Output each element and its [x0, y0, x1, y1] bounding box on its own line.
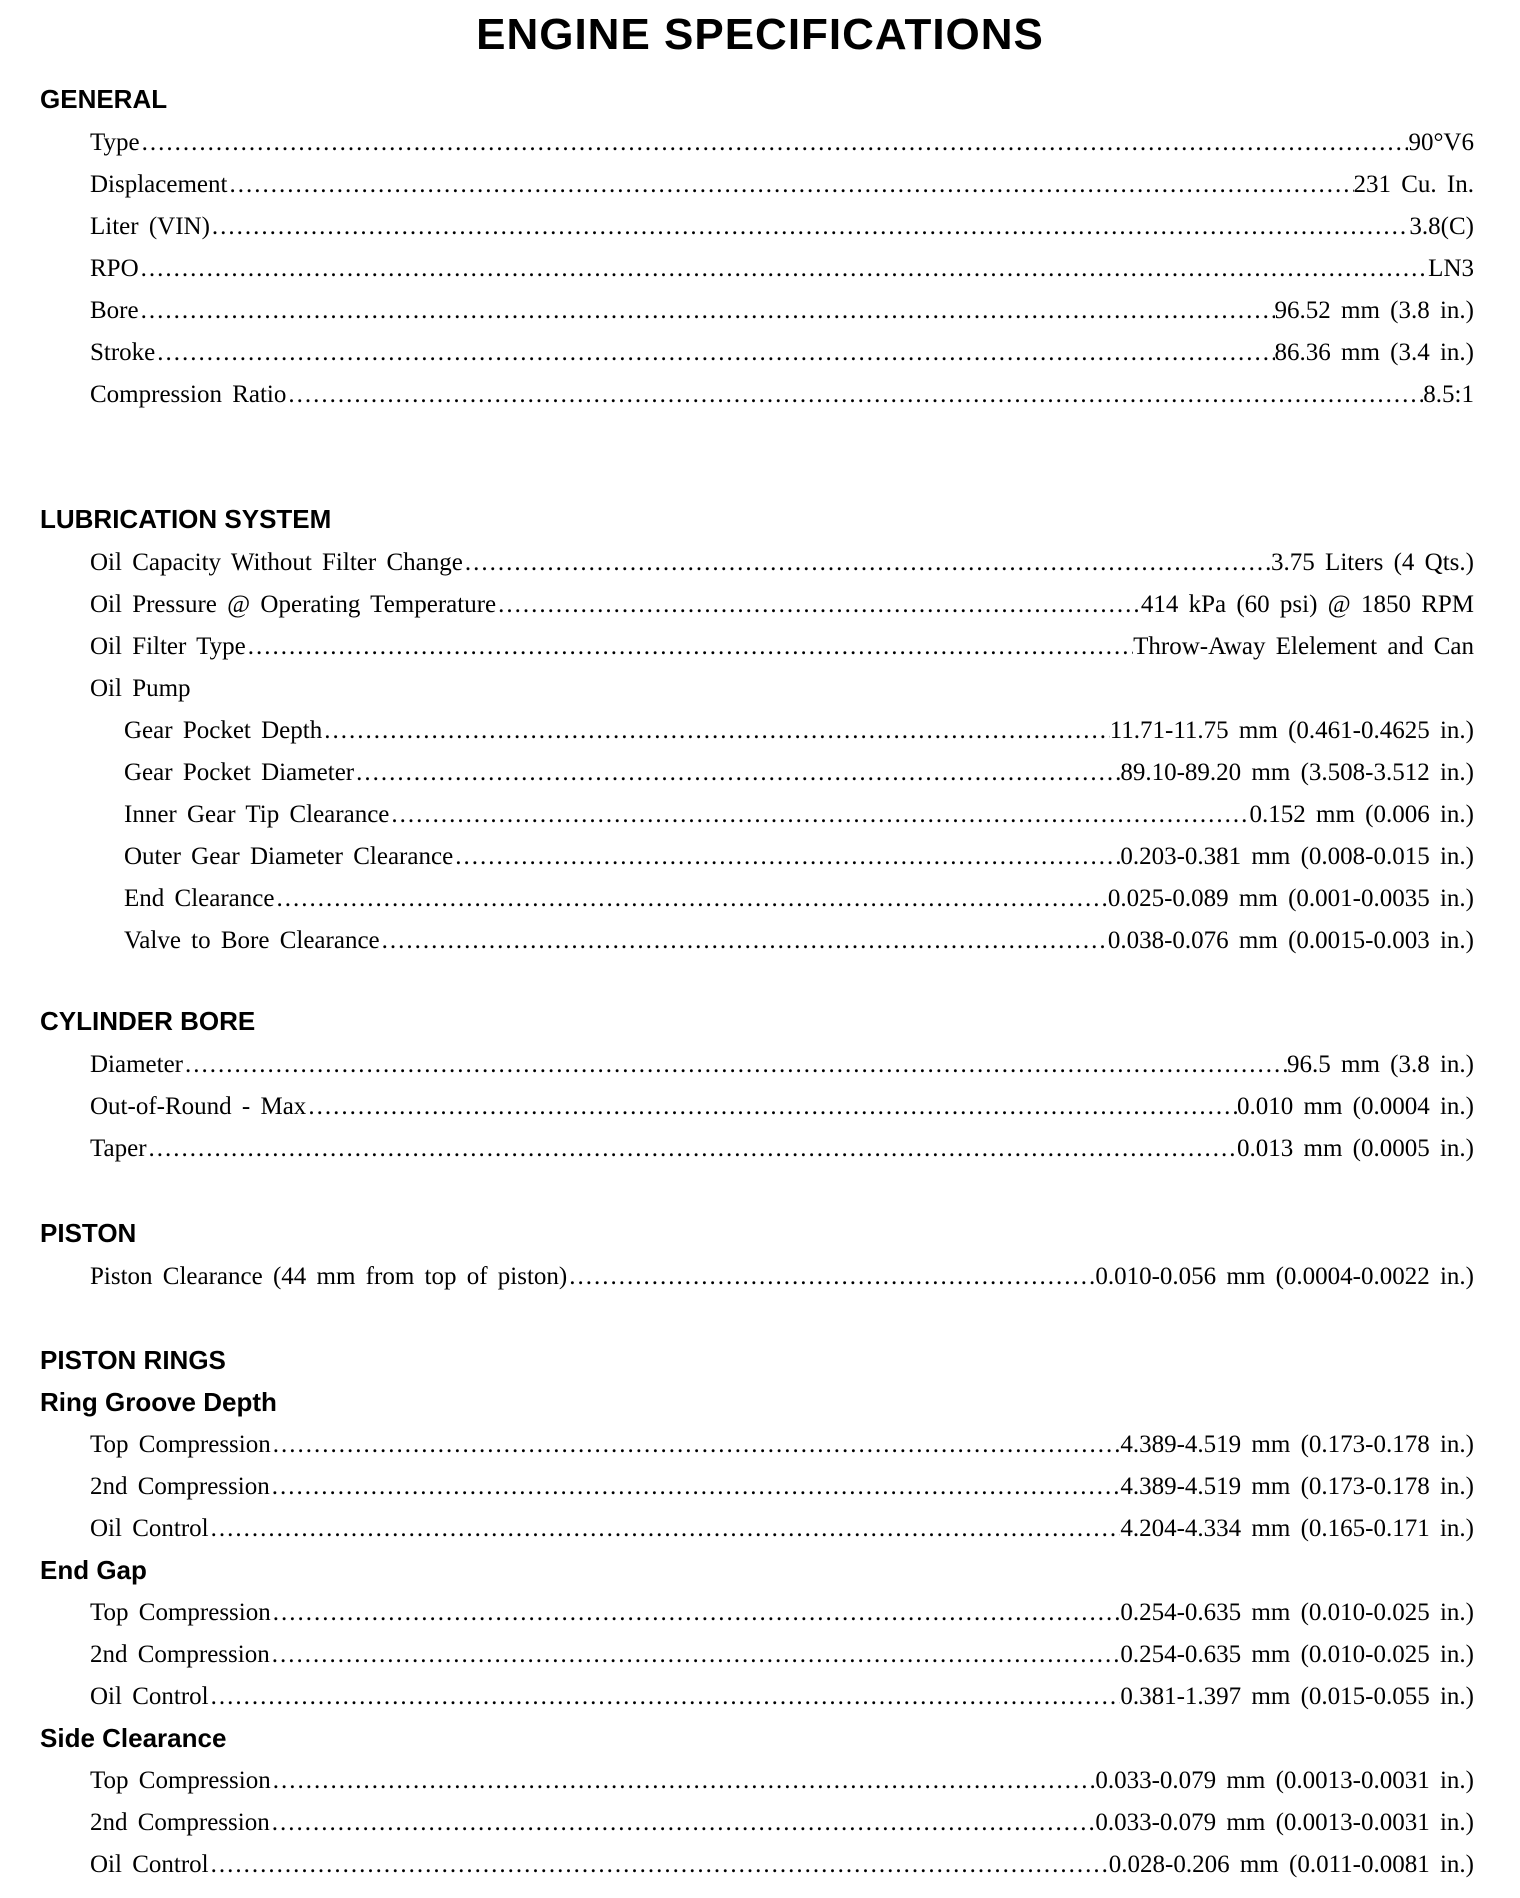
dot-leader [209, 1682, 1121, 1712]
spec-value: 0.013 mm (0.0005 in.) [1237, 1135, 1474, 1162]
spec-value: 86.36 mm (3.4 in.) [1274, 339, 1474, 366]
spec-label: Oil Control [90, 1683, 209, 1710]
spec-label: Outer Gear Diameter Clearance [124, 843, 454, 870]
subheading-side-clearance: Side Clearance [40, 1723, 227, 1753]
spec-row-side-oil-control [90, 1850, 1474, 1880]
dot-leader [139, 254, 1429, 284]
dot-leader [209, 1850, 1109, 1880]
spec-row-groove-top-compression [90, 1430, 1474, 1460]
spec-row-gap-top-compression [90, 1598, 1474, 1628]
spec-label: 2nd Compression [90, 1809, 270, 1836]
dot-leader [140, 128, 1409, 158]
dot-leader [270, 1472, 1121, 1502]
subheading-end-gap: End Gap [40, 1555, 147, 1585]
spec-label: 2nd Compression [90, 1473, 270, 1500]
spec-row-gap-2nd-compression [90, 1640, 1474, 1670]
spec-label: Out-of-Round - Max [90, 1093, 307, 1120]
spec-row-end-clearance [124, 884, 1474, 914]
spec-label: End Clearance [124, 885, 275, 912]
spec-row-type [90, 128, 1474, 158]
spec-value: 0.038-0.076 mm (0.0015-0.003 in.) [1107, 927, 1474, 954]
dot-leader [271, 1430, 1121, 1460]
dot-leader [270, 1808, 1096, 1838]
spec-value: 231 Cu. In. [1353, 171, 1474, 198]
dot-leader [380, 926, 1108, 956]
spec-row-compression-ratio [90, 380, 1474, 410]
spec-value: 0.033-0.079 mm (0.0013-0.0031 in.) [1095, 1809, 1474, 1836]
spec-row-oil-capacity [90, 548, 1474, 578]
spec-row-gear-pocket-diameter [124, 758, 1474, 788]
spec-value: 4.389-4.519 mm (0.173-0.178 in.) [1120, 1473, 1474, 1500]
dot-leader [286, 380, 1423, 410]
dot-leader [354, 758, 1120, 788]
dot-leader [139, 296, 1275, 326]
section-heading-general: GENERAL [40, 84, 168, 114]
spec-row-side-2nd-compression [90, 1808, 1474, 1838]
spec-row-rpo [90, 254, 1474, 284]
spec-label: Compression Ratio [90, 381, 287, 408]
spec-label: Top Compression [90, 1431, 271, 1458]
dot-leader [496, 590, 1141, 620]
spec-value: 0.010-0.056 mm (0.0004-0.0022 in.) [1095, 1263, 1474, 1290]
spec-label: Top Compression [90, 1599, 271, 1626]
dot-leader [271, 1598, 1121, 1628]
dot-leader [453, 842, 1120, 872]
dot-leader [322, 716, 1109, 746]
spec-row-inner-gear-tip [124, 800, 1474, 830]
spec-label: Diameter [90, 1051, 184, 1078]
section-heading-piston: PISTON [40, 1218, 137, 1248]
spec-label: Inner Gear Tip Clearance [124, 801, 390, 828]
spec-label: Oil Capacity Without Filter Change [90, 549, 463, 576]
spec-value: LN3 [1428, 255, 1474, 282]
spec-value: 0.152 mm (0.006 in.) [1249, 801, 1474, 828]
page-title: ENGINE SPECIFICATIONS [476, 10, 1044, 59]
subheading-ring-groove-depth: Ring Groove Depth [40, 1387, 277, 1417]
spec-value: 0.033-0.079 mm (0.0013-0.0031 in.) [1095, 1767, 1474, 1794]
spec-label: RPO [90, 255, 139, 282]
spec-label: Liter (VIN) [90, 213, 210, 240]
oil-pump-subheading: Oil Pump [90, 675, 191, 702]
spec-label: 2nd Compression [90, 1641, 270, 1668]
section-heading-cylinder-bore: CYLINDER BORE [40, 1006, 256, 1036]
dot-leader [274, 884, 1107, 914]
spec-row-oil-pressure [90, 590, 1474, 620]
spec-value: 89.10-89.20 mm (3.508-3.512 in.) [1120, 759, 1474, 786]
spec-value: 8.5:1 [1423, 381, 1474, 408]
dot-leader [463, 548, 1271, 578]
spec-value: 0.028-0.206 mm (0.011-0.0081 in.) [1108, 1851, 1474, 1878]
spec-row-gear-pocket-depth [124, 716, 1474, 746]
spec-row-valve-to-bore [124, 926, 1474, 956]
spec-row-stroke [90, 338, 1474, 368]
spec-label: Oil Control [90, 1851, 209, 1878]
spec-label: Stroke [90, 339, 156, 366]
spec-value: 0.254-0.635 mm (0.010-0.025 in.) [1120, 1599, 1474, 1626]
dot-leader [209, 1514, 1121, 1544]
spec-value: 0.025-0.089 mm (0.001-0.0035 in.) [1107, 885, 1474, 912]
spec-value: 4.204-4.334 mm (0.165-0.171 in.) [1120, 1515, 1474, 1542]
spec-row-taper [90, 1134, 1474, 1164]
dot-leader [270, 1640, 1121, 1670]
dot-leader [306, 1092, 1237, 1122]
spec-label: Taper [90, 1135, 147, 1162]
spec-value: 4.389-4.519 mm (0.173-0.178 in.) [1120, 1431, 1474, 1458]
spec-row-diameter [90, 1050, 1474, 1080]
dot-leader [155, 338, 1274, 368]
spec-value: Throw-Away Elelement and Can [1133, 633, 1474, 660]
spec-label: Top Compression [90, 1767, 271, 1794]
dot-leader [147, 1134, 1237, 1164]
dot-leader [183, 1050, 1287, 1080]
section-heading-lubrication: LUBRICATION SYSTEM [40, 504, 332, 534]
spec-value: 0.254-0.635 mm (0.010-0.025 in.) [1120, 1641, 1474, 1668]
spec-row-displacement [90, 170, 1474, 200]
spec-value: 90°V6 [1408, 129, 1474, 156]
spec-value: 11.71-11.75 mm (0.461-0.4625 in.) [1109, 717, 1474, 744]
spec-value: 96.52 mm (3.8 in.) [1274, 297, 1474, 324]
spec-row-outer-gear-diameter [124, 842, 1474, 872]
spec-label: Bore [90, 297, 139, 324]
spec-row-bore [90, 296, 1474, 326]
spec-row-gap-oil-control [90, 1682, 1474, 1712]
spec-row-groove-2nd-compression [90, 1472, 1474, 1502]
spec-value: 414 kPa (60 psi) @ 1850 RPM [1140, 591, 1474, 618]
spec-value: 3.8(C) [1409, 213, 1474, 240]
spec-label: Oil Control [90, 1515, 209, 1542]
dot-leader [271, 1766, 1096, 1796]
dot-leader [210, 212, 1410, 242]
spec-value: 3.75 Liters (4 Qts.) [1271, 549, 1474, 576]
spec-label: Valve to Bore Clearance [124, 927, 380, 954]
spec-row-oil-filter-type [90, 632, 1474, 662]
spec-row-groove-oil-control [90, 1514, 1474, 1544]
dot-leader [389, 800, 1249, 830]
spec-label: Oil Pressure @ Operating Temperature [90, 591, 497, 618]
spec-value: 0.381-1.397 mm (0.015-0.055 in.) [1120, 1683, 1474, 1710]
spec-row-side-top-compression [90, 1766, 1474, 1796]
spec-label: Gear Pocket Diameter [124, 759, 355, 786]
spec-label: Oil Filter Type [90, 633, 246, 660]
section-heading-piston-rings: PISTON RINGS [40, 1345, 226, 1375]
spec-row-out-of-round [90, 1092, 1474, 1122]
dot-leader [567, 1262, 1095, 1292]
spec-row-liter-vin [90, 212, 1474, 242]
spec-value: 0.203-0.381 mm (0.008-0.015 in.) [1120, 843, 1474, 870]
spec-row-piston-clearance [90, 1262, 1474, 1292]
spec-value: 0.010 mm (0.0004 in.) [1237, 1093, 1474, 1120]
spec-label: Gear Pocket Depth [124, 717, 323, 744]
spec-value: 96.5 mm (3.8 in.) [1287, 1051, 1474, 1078]
spec-label: Type [90, 129, 140, 156]
dot-leader [227, 170, 1353, 200]
spec-label: Piston Clearance (44 mm from top of piston) [90, 1263, 568, 1290]
dot-leader [246, 632, 1133, 662]
spec-label: Displacement [90, 171, 228, 198]
